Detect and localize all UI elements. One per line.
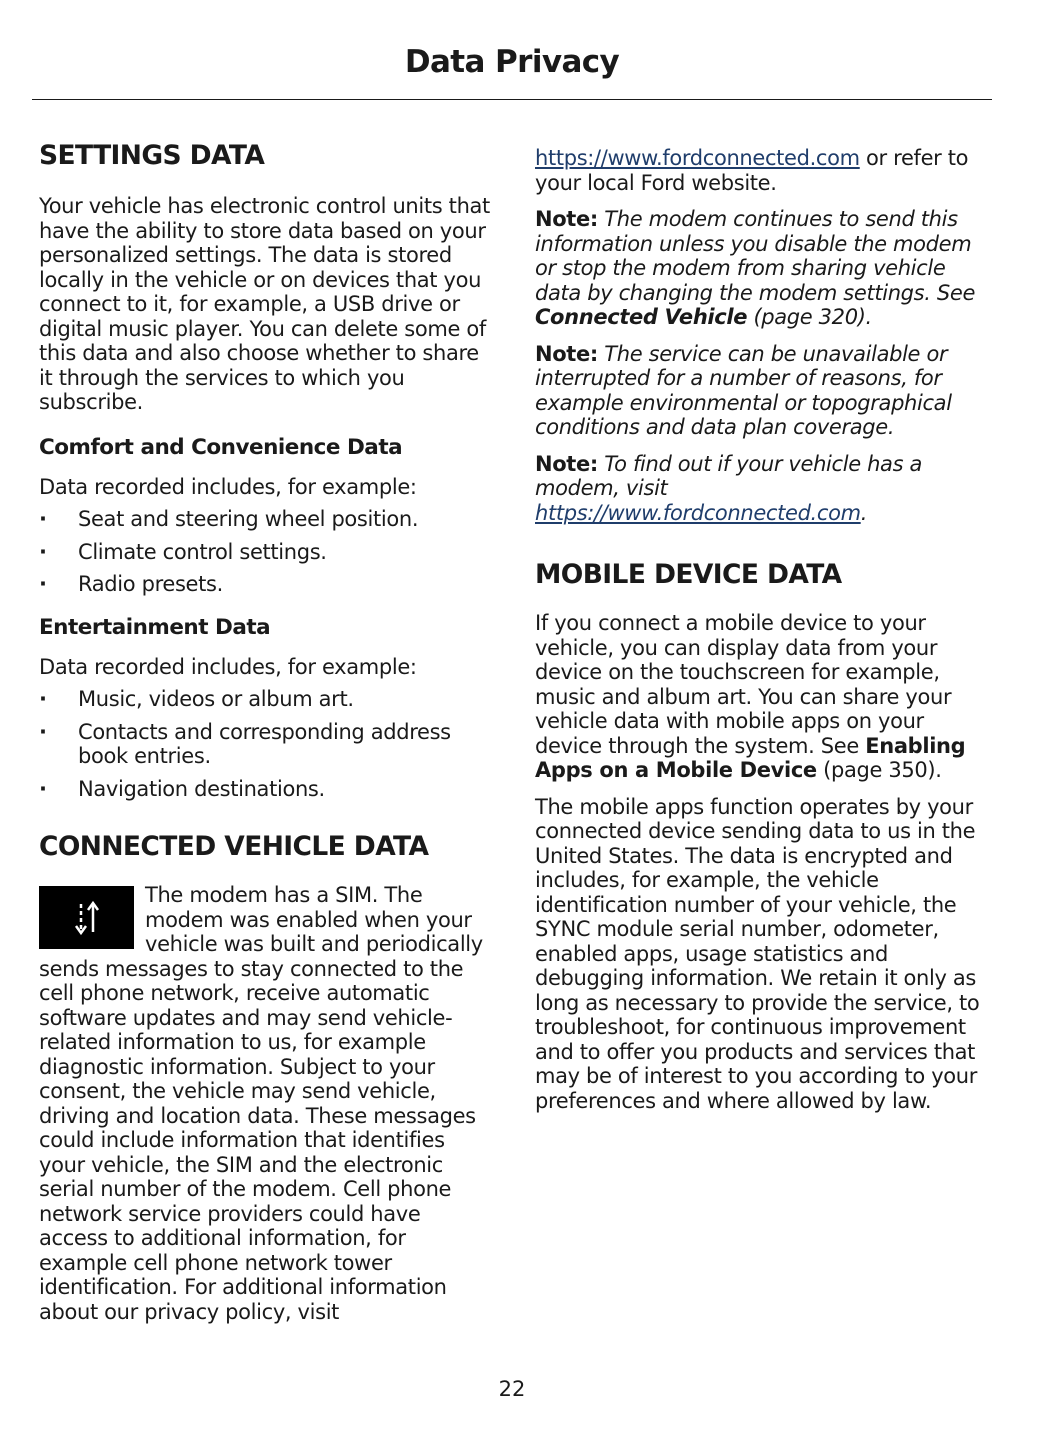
connected-vehicle-ref: Connected Vehicle xyxy=(535,305,748,329)
mobile-p1-page: (page 350). xyxy=(816,758,942,782)
page-title: Data Privacy xyxy=(404,44,620,80)
note-label: Note: xyxy=(535,207,598,231)
connected-text-part2: or refer to your local Ford website. xyxy=(535,146,969,195)
note-text: The modem continues to send this information unless you disable the modem or stop the modem from sharing vehicle data by changing the modem settings. See xyxy=(535,207,976,305)
connected-vehicle-heading: CONNECTED VEHICLE DATA xyxy=(39,831,429,862)
note-page-ref: (page 320). xyxy=(747,305,872,329)
modem-data-transfer-icon xyxy=(39,886,134,949)
note-find-modem xyxy=(535,452,990,526)
settings-data-heading: SETTINGS DATA xyxy=(39,140,265,171)
entertainment-lead: Data recorded includes, for example: xyxy=(39,654,417,679)
note-modem-continues xyxy=(535,207,990,330)
note-end: . xyxy=(860,500,868,525)
list-item: · Music, videos or album art. xyxy=(39,687,494,712)
note-service-unavailable xyxy=(535,342,990,440)
comfort-list xyxy=(39,507,494,597)
note-text: The service can be unavailable or interrupted for a number of reasons, for example environmental or topographical conditions and data plan coverage. xyxy=(535,341,952,439)
header-divider xyxy=(32,99,992,100)
connected-text-part1: The modem has a SIM. The modem was enabled when your vehicle was built and periodically sends messages to stay connected to the cell phone network, receive automatic software updates and may send vehicle-related information to us, for example diagnostic information. Subject to your consent, the vehicle may send vehicle, driving and location data. These messages could include information that identifies your vehicle, the SIM and the electronic serial number of the modem. Cell phone network service providers could have access to additional information, for example cell phone network tower identification. For additional information about our privacy policy, visit xyxy=(39,883,483,1324)
connected-body xyxy=(39,883,494,1324)
note-label: Note: xyxy=(535,451,598,476)
list-item: · Radio presets. xyxy=(39,572,494,597)
list-item: · Contacts and corresponding address book entries. xyxy=(39,720,494,769)
entertainment-list xyxy=(39,687,494,801)
entertainment-heading: Entertainment Data xyxy=(39,614,271,640)
fordconnected-link[interactable]: https://www.fordconnected.com xyxy=(535,146,860,170)
settings-intro: Your vehicle has electronic control units that have the ability to store data based on your personalized settings. The data is stored locally in the vehicle or on devices that you connect to it, for example, a USB drive or digital music player. You can delete some of this data and also choose whether to share it through the services to which you subscribe. xyxy=(39,194,490,414)
left-column xyxy=(39,140,494,1324)
note-label: Note: xyxy=(535,341,598,366)
comfort-lead: Data recorded includes, for example: xyxy=(39,474,417,499)
right-column xyxy=(535,146,990,1125)
connected-text-continued xyxy=(535,146,990,195)
list-item: · Navigation destinations. xyxy=(39,777,494,802)
mobile-p1 xyxy=(535,611,990,783)
fordconnected-link[interactable]: https://www.fordconnected.com xyxy=(535,500,861,525)
mobile-p2: The mobile apps function operates by your connected device sending data to us in the United States. The data is encrypted and includes, for example, the vehicle identification number of your vehicle, the SYNC module serial number, odometer, enabled apps, usage statistics and debugging information. We retain it only as long as necessary to provide the service, to troubleshoot, for continuous improvement and to offer you products and services that may be of interest to you according to your preferences and where allowed by law. xyxy=(535,794,980,1113)
mobile-device-heading: MOBILE DEVICE DATA xyxy=(535,559,842,590)
list-item: · Seat and steering wheel position. xyxy=(39,507,494,532)
list-item: · Climate control settings. xyxy=(39,540,494,565)
mobile-p1-text: If you connect a mobile device to your vehicle, you can display data from your device on the touchscreen for example, music and album art. You can share your vehicle data with mobile apps on your device through the system. See xyxy=(535,611,952,758)
enabling-apps-ref: Enabling Apps on a Mobile Device xyxy=(535,733,966,782)
note-text: To find out if your vehicle has a modem, visit xyxy=(535,451,923,500)
page-number: 22 xyxy=(498,1377,526,1401)
comfort-heading: Comfort and Convenience Data xyxy=(39,434,403,460)
